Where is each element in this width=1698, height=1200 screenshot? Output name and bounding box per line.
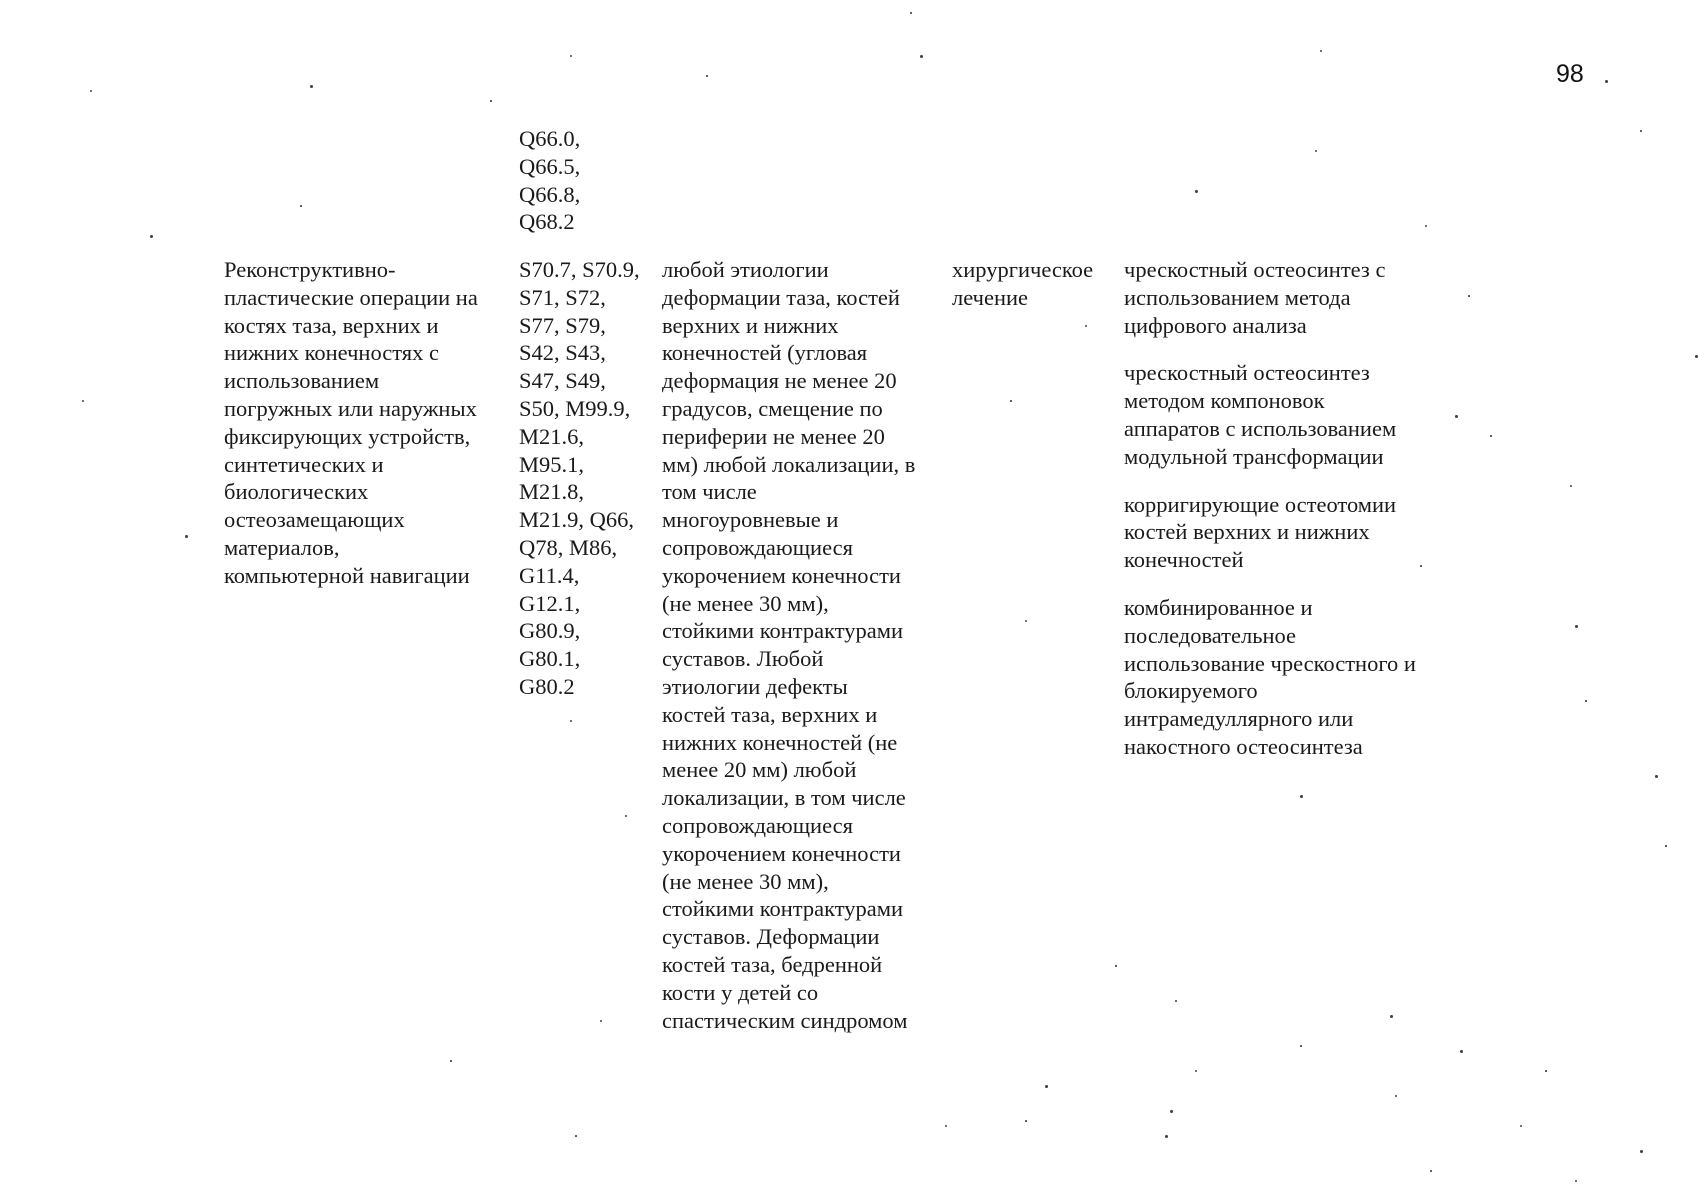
patient-model-line: многоуровневые и bbox=[662, 507, 839, 533]
treatment-method bbox=[1124, 256, 1416, 339]
scan-speck bbox=[920, 55, 923, 58]
page-number: 98 bbox=[1556, 60, 1584, 88]
scan-speck bbox=[1320, 50, 1322, 52]
procedure-name-line: компьютерной навигации bbox=[224, 562, 470, 588]
patient-model-line: стойкими контрактурами bbox=[662, 618, 904, 644]
patient-model-line: мм) любой локализации, в bbox=[662, 451, 916, 477]
procedure-name-line: нижних конечностях с bbox=[224, 340, 439, 366]
patient-model-line: (не менее 30 мм), bbox=[662, 868, 829, 894]
icd-code-line: G11.4, bbox=[519, 562, 580, 588]
treatment-methods-cell bbox=[1124, 256, 1416, 781]
treatment-method-line: цифрового анализа bbox=[1124, 312, 1307, 338]
patient-model-line: стойкими контрактурами bbox=[662, 896, 904, 922]
icd-code-line: G80.1, bbox=[519, 646, 581, 672]
treatment-type-line: хирургическое bbox=[952, 257, 1094, 282]
icd-codes-cell bbox=[519, 256, 640, 701]
procedure-name-line: биологических bbox=[224, 479, 369, 505]
icd-code-line: G12.1, bbox=[519, 590, 581, 616]
scan-speck bbox=[1585, 700, 1587, 702]
continuation-codes bbox=[519, 125, 580, 236]
patient-model-line: сопровождающиеся bbox=[662, 812, 853, 838]
procedure-name-line: костях таза, верхних и bbox=[224, 312, 439, 338]
treatment-method-line: костей верхних и нижних bbox=[1124, 519, 1370, 545]
patient-model-line: любой этиологии bbox=[662, 257, 829, 282]
treatment-method bbox=[1124, 594, 1416, 761]
scan-speck bbox=[1575, 1180, 1577, 1182]
icd-code-line: S42, S43, bbox=[519, 340, 606, 366]
scan-speck bbox=[1425, 225, 1427, 227]
treatment-method-line: блокируемого bbox=[1124, 678, 1258, 704]
scan-speck bbox=[1455, 415, 1458, 418]
icd-code-line: M21.6, bbox=[519, 423, 585, 449]
patient-model-line: деформация не менее 20 bbox=[662, 368, 897, 394]
procedure-name-line: материалов, bbox=[224, 534, 340, 560]
procedure-name-line: погружных или наружных bbox=[224, 395, 477, 421]
scan-speck bbox=[625, 815, 627, 817]
treatment-method-line: чрескостный остеосинтез с bbox=[1124, 257, 1386, 282]
treatment-type-line: лечение bbox=[952, 284, 1029, 310]
patient-model-line: том числе bbox=[662, 479, 757, 505]
patient-model-line: этиологии дефекты bbox=[662, 673, 848, 699]
scan-speck bbox=[1195, 190, 1198, 193]
patient-model-line: (не менее 30 мм), bbox=[662, 590, 829, 616]
scan-speck bbox=[945, 1125, 947, 1127]
patient-model-line: нижних конечностей (не bbox=[662, 729, 898, 755]
scan-speck bbox=[1665, 845, 1667, 847]
procedure-name-line: остеозамещающих bbox=[224, 507, 405, 533]
procedure-name-line: синтетических и bbox=[224, 451, 384, 477]
scan-speck bbox=[570, 720, 572, 722]
procedure-name-line: фиксирующих устройств, bbox=[224, 423, 471, 449]
icd-code-line: Q68.2 bbox=[519, 209, 575, 235]
treatment-method-line: накостного остеосинтеза bbox=[1124, 733, 1363, 759]
scan-speck bbox=[90, 90, 92, 92]
scan-speck bbox=[910, 12, 912, 14]
scan-speck bbox=[1468, 295, 1470, 297]
procedure-name-line: пластические операции на bbox=[224, 284, 478, 310]
patient-model-line: суставов. Любой bbox=[662, 646, 824, 672]
patient-model-line: укорочением конечности bbox=[662, 562, 901, 588]
scan-speck bbox=[1010, 400, 1012, 402]
scan-speck bbox=[1655, 775, 1658, 778]
scan-speck bbox=[150, 235, 153, 238]
patient-model-line: конечностей (угловая bbox=[662, 340, 868, 366]
scan-speck bbox=[1460, 1050, 1463, 1053]
patient-model-line: менее 20 мм) любой bbox=[662, 757, 857, 783]
icd-code-line: M21.8, bbox=[519, 479, 585, 505]
treatment-method-line: комбинированное и bbox=[1124, 594, 1313, 620]
treatment-type-cell bbox=[952, 256, 1093, 312]
scan-speck bbox=[1025, 620, 1027, 622]
scan-speck bbox=[1170, 1110, 1173, 1113]
treatment-method-line: методом компоновок bbox=[1124, 388, 1325, 414]
treatment-method-line: использование чрескостного и bbox=[1124, 650, 1416, 676]
scan-speck bbox=[1025, 1120, 1027, 1122]
scan-speck bbox=[1420, 565, 1422, 567]
procedure-name-cell bbox=[224, 256, 478, 590]
icd-code-line: S70.7, S70.9, bbox=[519, 257, 640, 282]
icd-code-line: Q66.0, bbox=[519, 126, 581, 151]
scan-speck bbox=[1490, 435, 1492, 437]
treatment-method-line: последовательное bbox=[1124, 622, 1297, 648]
treatment-method-line: модульной трансформации bbox=[1124, 443, 1384, 469]
scan-speck bbox=[1300, 1045, 1302, 1047]
scan-speck bbox=[575, 1135, 577, 1137]
treatment-method-line: корригирующие остеотомии bbox=[1124, 491, 1397, 517]
procedure-name-line: использованием bbox=[224, 368, 380, 394]
scan-speck bbox=[1165, 1135, 1168, 1138]
scan-speck bbox=[185, 535, 188, 538]
patient-model-line: сопровождающиеся bbox=[662, 534, 853, 560]
patient-model-line: укорочением конечности bbox=[662, 840, 901, 866]
scan-speck bbox=[1390, 1015, 1393, 1018]
scan-speck bbox=[1640, 130, 1642, 132]
scan-speck bbox=[1570, 485, 1572, 487]
patient-model-line: периферии не менее 20 bbox=[662, 423, 885, 449]
patient-model-cell bbox=[662, 256, 915, 1034]
treatment-method bbox=[1124, 359, 1416, 470]
treatment-method bbox=[1124, 491, 1416, 574]
scan-speck bbox=[1195, 1070, 1197, 1072]
treatment-method-line: чрескостный остеосинтез bbox=[1124, 360, 1370, 386]
patient-model-line: спастическим синдромом bbox=[662, 1007, 908, 1033]
procedure-name-line: Реконструктивно- bbox=[224, 257, 396, 282]
icd-code-line: Q66.5, bbox=[519, 153, 581, 179]
scan-speck bbox=[1605, 80, 1608, 83]
scan-speck bbox=[1430, 1170, 1432, 1172]
scan-speck bbox=[82, 400, 84, 402]
scan-speck bbox=[1175, 1000, 1177, 1002]
icd-code-line: M95.1, bbox=[519, 451, 585, 477]
icd-code-line: S47, S49, bbox=[519, 368, 606, 394]
scan-speck bbox=[1545, 1070, 1547, 1072]
scan-speck bbox=[1520, 1125, 1522, 1127]
scan-speck bbox=[1300, 795, 1303, 798]
patient-model-line: верхних и нижних bbox=[662, 312, 839, 338]
icd-code-line: G80.9, bbox=[519, 618, 581, 644]
icd-code-line: M21.9, Q66, bbox=[519, 507, 635, 533]
scan-speck bbox=[1115, 965, 1117, 967]
icd-code-line: Q78, M86, bbox=[519, 534, 618, 560]
patient-model-line: суставов. Деформации bbox=[662, 924, 880, 950]
scan-speck bbox=[490, 100, 492, 102]
icd-code-line: S77, S79, bbox=[519, 312, 606, 338]
patient-model-line: костей таза, верхних и bbox=[662, 701, 878, 727]
scan-speck bbox=[1315, 150, 1317, 152]
patient-model-line: деформации таза, костей bbox=[662, 284, 900, 310]
icd-code-line: S71, S72, bbox=[519, 284, 606, 310]
patient-model-line: градусов, смещение по bbox=[662, 395, 883, 421]
treatment-method-line: аппаратов с использованием bbox=[1124, 415, 1397, 441]
scan-speck bbox=[300, 205, 302, 207]
icd-code-line: S50, M99.9, bbox=[519, 395, 631, 421]
scan-speck bbox=[1395, 1095, 1397, 1097]
scan-speck bbox=[570, 55, 572, 57]
scan-speck bbox=[1575, 625, 1578, 628]
scan-speck bbox=[310, 85, 313, 88]
scan-speck bbox=[1640, 1150, 1643, 1153]
patient-model-line: кости у детей со bbox=[662, 979, 819, 1005]
scan-speck bbox=[1695, 355, 1698, 358]
scan-speck bbox=[600, 1020, 602, 1022]
scan-speck bbox=[1045, 1085, 1048, 1088]
icd-code-line: Q66.8, bbox=[519, 181, 581, 207]
scan-speck bbox=[706, 75, 708, 77]
scan-speck bbox=[450, 1060, 452, 1062]
treatment-method-line: использованием метода bbox=[1124, 284, 1351, 310]
scan-speck bbox=[1085, 325, 1087, 327]
icd-code-line: G80.2 bbox=[519, 673, 575, 699]
patient-model-line: локализации, в том числе bbox=[662, 785, 906, 811]
treatment-method-line: конечностей bbox=[1124, 547, 1244, 573]
treatment-method-line: интрамедуллярного или bbox=[1124, 706, 1354, 732]
patient-model-line: костей таза, бедренной bbox=[662, 951, 883, 977]
